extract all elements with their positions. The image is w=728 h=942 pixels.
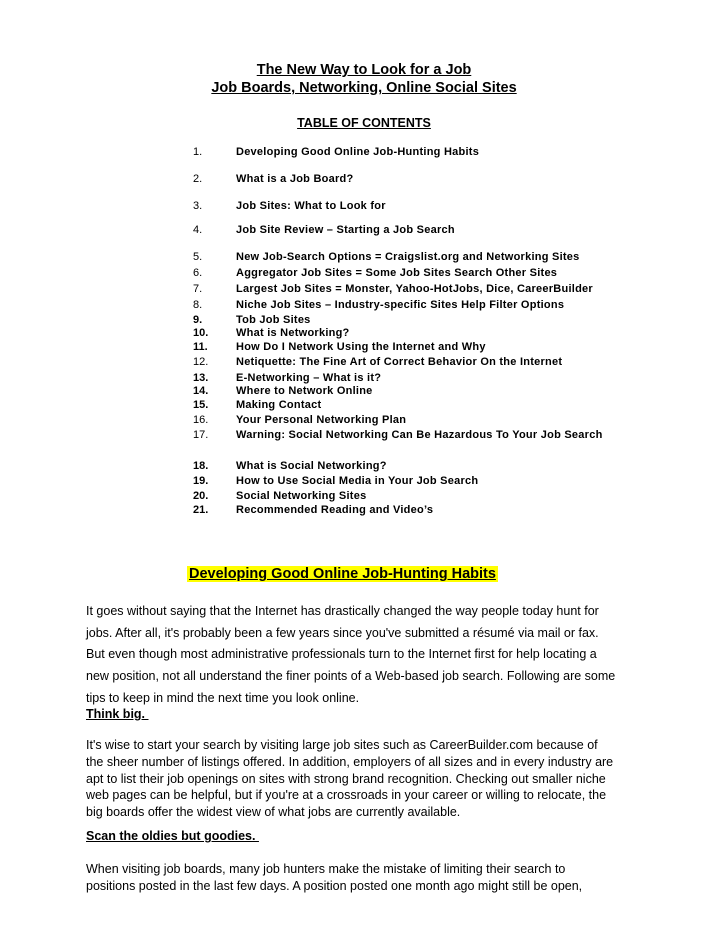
toc-item-number: 18. [193,460,209,472]
toc-item-title: What is a Job Board? [236,173,354,185]
toc-item-title: Job Sites: What to Look for [236,200,386,212]
toc-item-title: Job Site Review – Starting a Job Search [236,224,455,236]
toc-item-title: How to Use Social Media in Your Job Search [236,475,479,487]
toc-item-title: Developing Good Online Job-Hunting Habits [236,146,480,158]
toc-item-title: Largest Job Sites = Monster, Yahoo-HotJobs, Dice, CareerBuilder [236,283,593,295]
toc-item-number: 20. [193,490,209,502]
toc-item-number: 10. [193,327,209,339]
think-big-paragraph [86,737,646,821]
toc-item-number: 7. [193,283,203,295]
toc-item-number: 1. [193,146,203,158]
toc-item-number: 12. [193,356,209,368]
toc-heading: TABLE OF CONTENTS [297,116,431,130]
toc-item-title: Your Personal Networking Plan [236,414,407,426]
paragraph-line: positions posted in the last few days. A position posted one month ago might still be open, [86,878,583,893]
toc-item-number: 4. [193,224,203,236]
toc-item-title: Netiquette: The Fine Art of Correct Behavior On the Internet [236,356,563,368]
intro-line: tips to keep in mind the next time you look online. [86,690,360,705]
toc-item-title: Recommended Reading and Video’s [236,504,434,516]
toc-item-number: 11. [193,341,208,353]
toc-item-title: What is Networking? [236,327,350,339]
toc-item-number: 21. [193,504,209,516]
toc-item-number: 8. [193,299,203,311]
paragraph-line: apt to list their job openings on sites with strong brand recognition. Checking out smaller niche [86,771,606,786]
toc-item-title: Social Networking Sites [236,490,367,502]
page-title-line-2: Job Boards, Networking, Online Social Sites [211,80,517,96]
toc-item-title: Niche Job Sites – Industry-specific Sites Help Filter Options [236,299,565,311]
toc-item-number: 13. [193,372,209,384]
intro-line: It goes without saying that the Internet has drastically changed the way people today hunt for [86,604,599,618]
intro-line: new position, not all understand the finer points of a Web-based job search. Following are some [86,669,616,684]
toc-item-number: 19. [193,475,209,487]
paragraph-line: When visiting job boards, many job hunters make the mistake of limiting their search to [86,862,566,876]
toc-item-number: 5. [193,251,203,263]
scan-oldies-paragraph [86,861,646,895]
toc-item-title: What is Social Networking? [236,460,387,472]
toc-item-number: 17. [193,429,209,441]
page-title-line-1: The New Way to Look for a Job [256,62,472,78]
toc-item-number: 2. [193,173,203,185]
intro-paragraph [86,601,646,710]
section-heading: Developing Good Online Job-Hunting Habits [189,566,496,582]
toc-item-title: E-Networking – What is it? [236,372,382,384]
intro-line: But even though most administrative professionals turn to the Internet first for help locating a [86,647,597,662]
toc-item-title: Tob Job Sites [236,314,311,326]
subheading-think-big: Think big. [86,707,149,721]
toc-item-title: Aggregator Job Sites = Some Job Sites Search Other Sites [236,267,558,279]
paragraph-line: It's wise to start your search by visiting large job sites such as CareerBuilder.com because of [86,738,598,752]
paragraph-line: the sheer number of listings offered. In addition, employers of all sizes and in every industry are [86,754,614,769]
paragraph-line: web pages can be helpful, but if you're at a crossroads in your career or willing to relocate, the [86,788,607,803]
paragraph-line: big boards offer the widest view of what jobs are currently available. [86,805,461,820]
subheading-scan-oldies: Scan the oldies but goodies. [86,829,259,843]
toc-item-title: Where to Network Online [236,385,373,397]
toc-item-number: 6. [193,267,203,279]
toc-item-title: Making Contact [236,399,322,411]
toc-item-number: 3. [193,200,203,212]
toc-item-title: How Do I Network Using the Internet and Why [236,341,486,353]
toc-item-title: New Job-Search Options = Craigslist.org and Networking Sites [236,251,580,263]
toc-item-title: Warning: Social Networking Can Be Hazardous To Your Job Search [236,429,603,441]
toc-item-number: 15. [193,399,209,411]
toc-item-number: 9. [193,314,203,326]
toc-item-number: 14. [193,385,209,397]
intro-line: jobs. After all, it's probably been a few years since you've submitted a résumé via mail or fax. [86,625,599,640]
toc-item-number: 16. [193,414,209,426]
